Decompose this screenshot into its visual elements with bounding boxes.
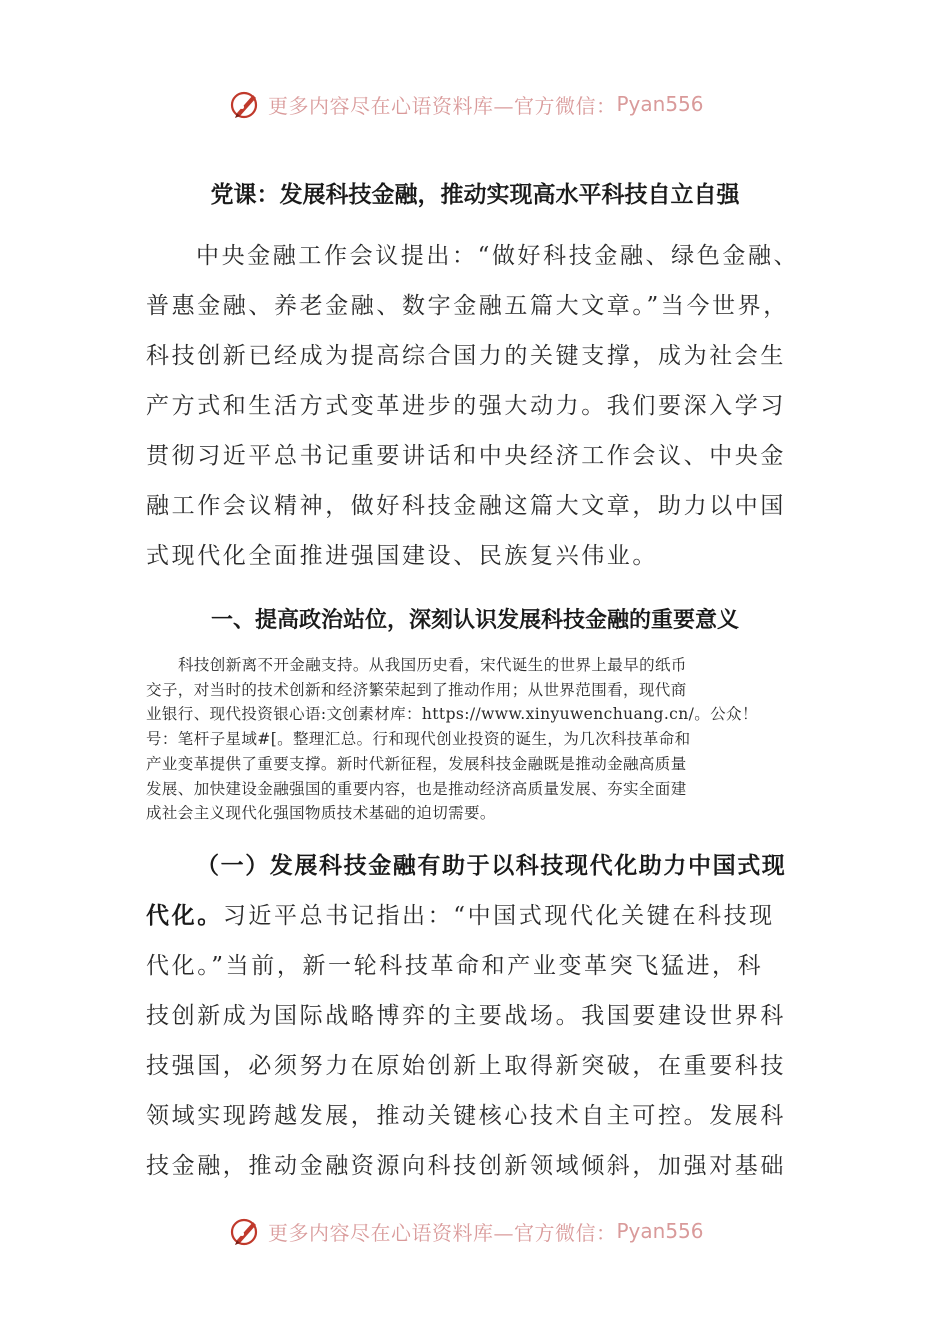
page-title: 党课：发展科技金融，推动实现高水平科技自立自强 [210, 182, 740, 208]
pen-logo-icon [228, 87, 262, 121]
small-paragraph-line: 发展、加快建设金融强国的重要内容，也是推动经济高质量发展、夯实全面建 [146, 780, 687, 798]
footer-watermark [228, 1211, 704, 1251]
subsection-line: 技金融，推动金融资源向科技创新领域倾斜，加强对基础 [146, 1153, 786, 1179]
small-paragraph-line: 成社会主义现代化强国物质技术基础的迫切需要。 [146, 804, 496, 822]
pen-logo-icon [228, 1214, 262, 1248]
subsection-line: 技强国，必须努力在原始创新上取得新突破，在重要科技 [146, 1053, 786, 1079]
small-paragraph-line: 交子，对当时的技术创新和经济繁荣起到了推动作用；从世界范围看，现代商 [146, 681, 687, 699]
subsection-heading-end: 代化。 [146, 903, 223, 929]
subsection-text: 习近平总书记指出：“中国式现代化关键在科技现 [222, 903, 775, 929]
header-watermark [228, 84, 704, 124]
small-paragraph-line: 产业变革提供了重要支撑。新时代新征程，发展科技金融既是推动金融高质量 [146, 755, 687, 773]
intro-line: 产方式和生活方式变革进步的强大动力。我们要深入学习 [146, 393, 786, 419]
watermark-text: 更多内容尽在心语资料库—官方微信： [268, 1220, 617, 1245]
intro-line: 融工作会议精神，做好科技金融这篇大文章，助力以中国 [146, 493, 786, 519]
subsection-line: 技创新成为国际战略博弈的主要战场。我国要建设世界科 [146, 1003, 786, 1029]
intro-line: 中央金融工作会议提出：“做好科技金融、绿色金融、 [196, 243, 800, 269]
intro-line: 式现代化全面推进强国建设、民族复兴伟业。 [146, 543, 658, 569]
watermark-wechat-id: Pyan556 [616, 1219, 704, 1243]
subsection-line: 代化。”当前，新一轮科技革命和产业变革突飞猛进，科 [146, 953, 764, 979]
intro-line: 科技创新已经成为提高综合国力的关键支撑，成为社会生 [146, 343, 786, 369]
small-paragraph-line: 科技创新离不开金融支持。从我国历史看，宋代诞生的世界上最早的纸币 [178, 656, 687, 674]
intro-line: 贯彻习近平总书记重要讲话和中央经济工作会议、中央金 [146, 443, 786, 469]
section-heading: 一、提高政治站位，深刻认识发展科技金融的重要意义 [210, 608, 739, 633]
watermark-wechat-id: Pyan556 [616, 92, 704, 116]
watermark-text: 更多内容尽在心语资料库—官方微信： [268, 93, 617, 118]
intro-line: 普惠金融、养老金融、数字金融五篇大文章。”当今世界， [146, 293, 789, 319]
subsection-heading: （一）发展科技金融有助于以科技现代化助力中国式现 [196, 853, 787, 879]
small-paragraph-line: 业银行、现代投资银心语:文创素材库：https://www.xinyuwenchuang.cn/。公众！ [146, 705, 758, 723]
small-paragraph-line: 号：笔杆子星域#[。整理汇总。行和现代创业投资的诞生，为几次科技革命和 [146, 730, 691, 748]
subsection-line: 领域实现跨越发展，推动关键核心技术自主可控。发展科 [146, 1103, 786, 1129]
subsection-line [146, 901, 806, 931]
